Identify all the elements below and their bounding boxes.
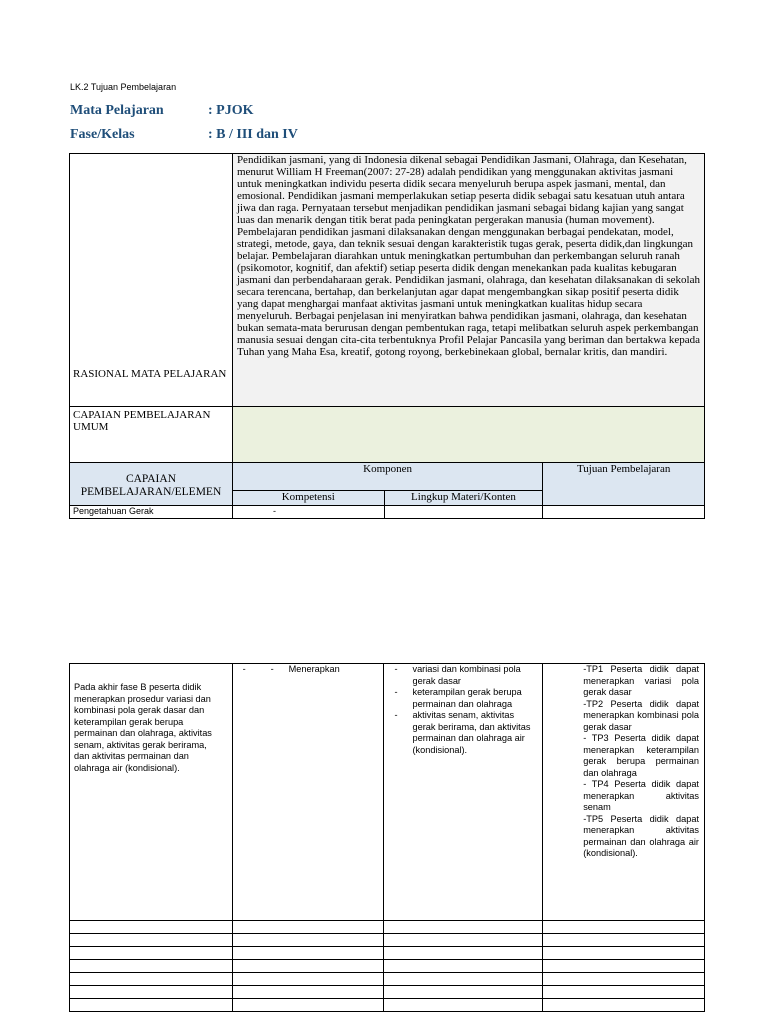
lk-title: LK.2 Tujuan Pembelajaran — [70, 82, 177, 92]
empty-cell — [543, 947, 705, 960]
tp-item: - TP4 Peserta didik dapat menerapkan aktivitas senam — [583, 779, 699, 812]
tujuan-header: Tujuan Pembelajaran — [543, 463, 705, 506]
empty-cell — [543, 934, 705, 947]
empty-cell — [232, 973, 384, 986]
empty-cell — [70, 986, 233, 999]
capaian-umum-cell — [232, 407, 704, 463]
empty-cell — [70, 947, 233, 960]
empty-cell — [70, 921, 233, 934]
lingkup-cell — [384, 506, 543, 519]
lingkup-list — [384, 664, 543, 921]
kompetensi-item: - - Menerapkan — [233, 664, 384, 676]
capaian-elemen-header: CAPAIAN PEMBELAJARAN/ELEMEN — [70, 463, 233, 506]
empty-cell — [232, 934, 384, 947]
kompetensi-cell: - — [232, 506, 384, 519]
empty-cell — [232, 947, 384, 960]
empty-cell — [543, 999, 705, 1012]
kompetensi-list — [232, 664, 384, 921]
empty-cell — [543, 921, 705, 934]
empty-cell — [384, 947, 543, 960]
mata-pelajaran-value: : PJOK — [208, 103, 254, 118]
lingkup-item: - aktivitas senam, aktivitas gerak berirama, dan aktivitas permainan dan olahraga air (kondisional). — [384, 710, 534, 756]
empty-cell — [232, 999, 384, 1012]
lingkup-header: Lingkup Materi/Konten — [384, 491, 543, 506]
tp-item: -TP5 Peserta didik dapat menerapkan aktivitas permainan dan olahraga air (kondisional). — [583, 813, 699, 858]
tujuan-cell — [543, 506, 705, 519]
empty-cell — [384, 921, 543, 934]
mata-pelajaran-label: Mata Pelajaran — [70, 103, 164, 118]
empty-cell — [232, 986, 384, 999]
tp-item: - TP3 Peserta didik dapat menerapkan keterampilan gerak berupa permainan dan olahraga — [583, 733, 699, 778]
fase-kelas-value: : B / III dan IV — [208, 127, 298, 142]
empty-cell — [384, 999, 543, 1012]
tujuan-list — [543, 664, 705, 921]
elemen-cell: Pengetahuan Gerak — [70, 506, 233, 519]
lingkup-item: - keterampilan gerak berupa permainan dan olahraga — [384, 687, 534, 710]
empty-cell — [70, 999, 233, 1012]
empty-cell — [384, 986, 543, 999]
rasional-table — [69, 153, 705, 519]
komponen-header: Komponen — [232, 463, 542, 491]
kompetensi-item-text: Menerapkan — [288, 664, 340, 674]
kompetensi-header: Kompetensi — [232, 491, 384, 506]
fase-kelas-label: Fase/Kelas — [70, 127, 135, 142]
tp-item: -TP1 Peserta didik dapat menerapkan variasi pola gerak dasar — [583, 664, 699, 697]
empty-cell — [70, 934, 233, 947]
empty-cell — [384, 960, 543, 973]
capaian-text: Pada akhir fase B peserta didik menerapkan prosedur variasi dan kombinasi pola gerak dasar dan keterampilan gerak berupa permainan dan olahraga, aktivitas senam, aktivitas gerak berirama, dan aktivitas permainan dan olahraga air (kondisional). — [70, 664, 233, 921]
empty-cell — [232, 960, 384, 973]
empty-cell — [70, 960, 233, 973]
empty-cell — [70, 973, 233, 986]
tp-item: -TP2 Peserta didik dapat menerapkan kombinasi pola gerak dasar — [583, 698, 699, 732]
rasional-text: Pendidikan jasmani, yang di Indonesia dikenal sebagai Pendidikan Jasmani, Olahraga, dan Kesehatan, menurut William H Freeman(2007: 27-28) adalah pendidikan yang menggunakan aktivitas jasmani untuk meningkatkan individu peserta didik secara menyeluruh berupa aspek jasmani, mental, dan emosional. Pendidikan jasmani memperlakukan setiap peserta didik sebagai satu kesatuan utuh antara jiwa dan raga. Pernyataan tersebut menjadikan pendidikan jasmani sebagai bidang kajian yang sangat luas dan menarik dengan titik berat pada peningkatan pergerakan manusia (human movement). Pembelajaran pendidikan jasmani dilaksanakan dengan menggunakan berbagai pendekatan, model, strategi, metode, gaya, dan teknik sesuai dengan karakteristik tugas gerak, peserta didik,dan lingkungan belajar. Pembelajaran diarahkan untuk meningkatkan pertumbuhan dan perkembangan seluruh ranah (psikomotor, kognitif, dan afektif) setiap peserta didik dengan menekankan pada kualitas kebugaran jasmani dan perbendaharaan gerak. Pendidikan jasmani, olahraga, dan kesehatan dilaksanakan di sekolah secara terencana, bertahap, dan berkelanjutan agar dapat mengembangkan sikap positif peserta didik yang dapat menghargai manfaat aktivitas jasmani untuk meningkatkan kualitas hidup secara menyeluruh. Berbagai penjelasan ini menyiratkan bahwa pendidikan jasmani, olahraga, dan kesehatan bukan semata-mata berurusan dengan pembentukan raga, tetapi melibatkan seluruh aspek perkembangan manusia sesuai dengan cita-cita terbentuknya Profil Pelajar Pancasila yang beriman dan bertakwa kepada Tuhan yang Maha Esa, kreatif, gotong royong, berkebinekaan global, bernalar kritis, dan mandiri. — [232, 154, 704, 407]
empty-cell — [543, 986, 705, 999]
empty-cell — [232, 921, 384, 934]
lingkup-item: - variasi dan kombinasi pola gerak dasar — [384, 664, 534, 687]
empty-cell — [543, 960, 705, 973]
tujuan-table — [69, 663, 705, 1012]
empty-cell — [384, 934, 543, 947]
capaian-umum-label: CAPAIAN PEMBELAJARAN UMUM — [70, 407, 233, 463]
empty-cell — [543, 973, 705, 986]
rasional-label: RASIONAL MATA PELAJARAN — [70, 154, 233, 407]
empty-cell — [384, 973, 543, 986]
